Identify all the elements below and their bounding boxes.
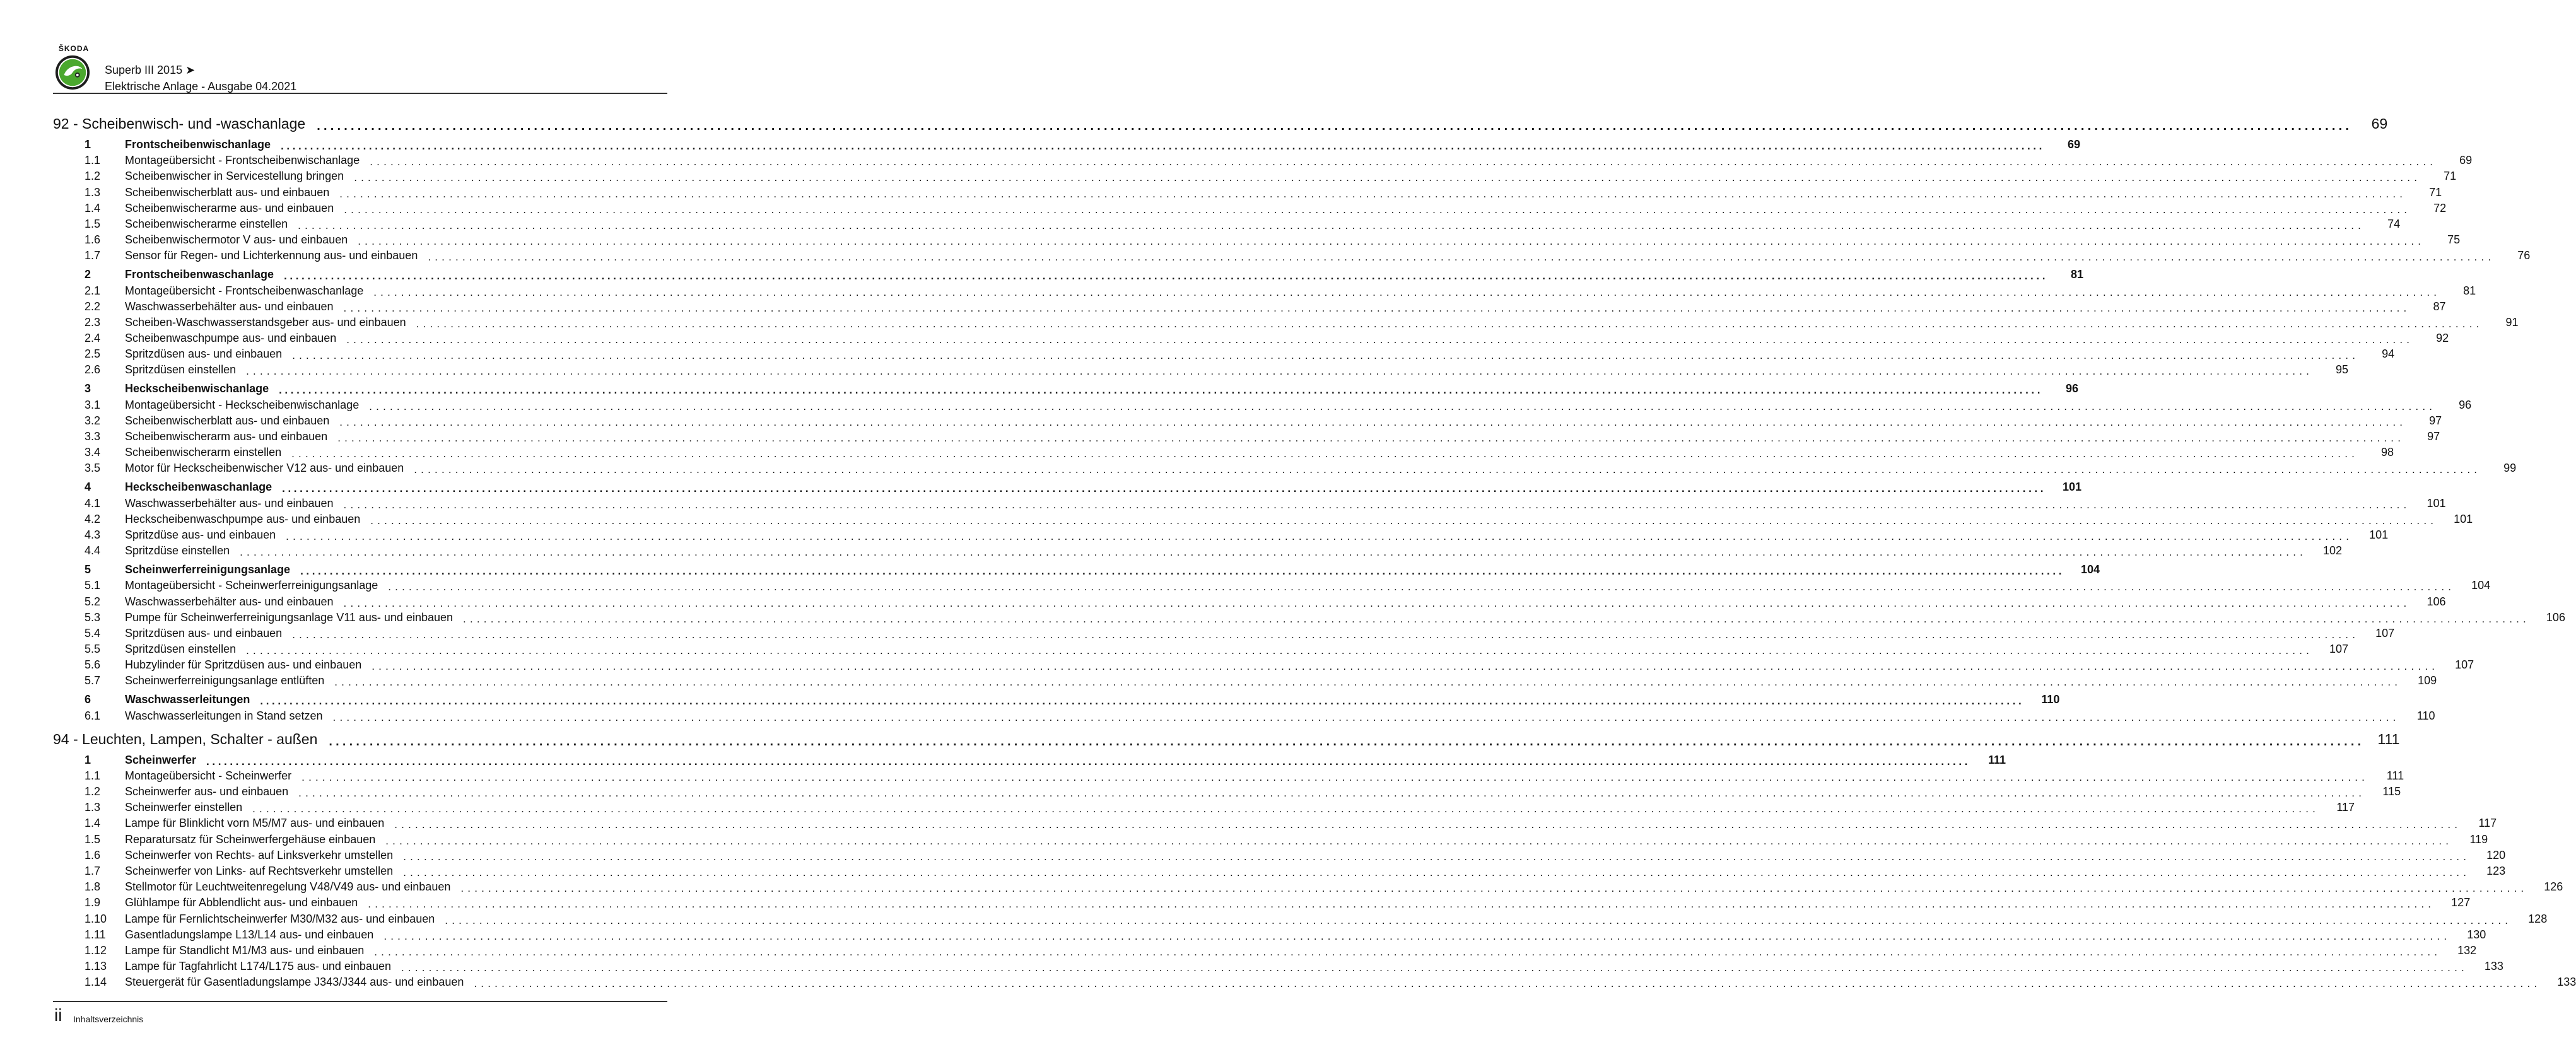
toc-entry-page: 101 <box>2454 512 2473 525</box>
toc-entry-title: Spritzdüse aus- und einbauen <box>125 528 276 541</box>
dot-leader: ............................................................................................................................................................................................................................................................................................................ <box>445 914 2512 926</box>
toc-entry[interactable] <box>53 909 2548 926</box>
toc-entry-title: Frontscheibenwaschanlage <box>125 268 274 281</box>
toc-entry[interactable] <box>53 592 2446 609</box>
toc-entry-title: Reparatursatz für Scheinwerfergehäuse einbauen <box>125 832 376 846</box>
dot-leader: ............................................................................................................................................................................................................................................................................................................ <box>344 203 2411 216</box>
toc-entry-number: 1.6 <box>85 233 101 247</box>
toc-entry-page: 94 <box>2382 347 2395 361</box>
toc-entry-number: 4.1 <box>85 496 101 510</box>
dot-leader: ............................................................................................................................................................................................................................................................................................................ <box>291 448 2359 460</box>
dot-leader: ............................................................................................................................................................................................................................................................................................................ <box>354 172 2421 184</box>
toc-entry[interactable] <box>53 298 2446 314</box>
toc-entry-title: Scheibenwischerarm aus- und einbauen <box>125 430 328 443</box>
toc-entry[interactable] <box>53 215 2401 231</box>
toc-entry-title: Scheibenwischerarme aus- und einbauen <box>125 201 334 214</box>
toc-entry-title: Heckscheibenwaschanlage <box>125 481 272 494</box>
dot-leader: ............................................................................................................................................................................................................................................................................................................ <box>246 645 2314 657</box>
toc-entry-title: Scheibenwischerblatt aus- und einbauen <box>125 414 330 427</box>
toc-section-heading[interactable] <box>53 380 2079 397</box>
toc-entry-title: Scheinwerferreinigungsanlage <box>125 563 291 576</box>
toc-entry-page: 110 <box>2416 709 2435 722</box>
document-title <box>105 62 296 95</box>
dot-leader: ............................................................................................................................................................................................................................................................................................................ <box>282 482 2047 495</box>
toc-chapter-title: 94 - Leuchten, Lampen, Schalter - außen <box>53 730 318 747</box>
toc-entry[interactable] <box>53 361 2349 378</box>
toc-entry[interactable] <box>53 345 2395 362</box>
toc-entry-title: Scheibenwaschpumpe aus- und einbauen <box>125 332 337 345</box>
toc-entry-page: 111 <box>2386 769 2404 782</box>
toc-entry-number: 5.1 <box>85 579 101 592</box>
toc-entry-page: 97 <box>2429 414 2442 427</box>
toc-section-heading[interactable] <box>53 751 2006 767</box>
dot-leader: ............................................................................................................................................................................................................................................................................................................ <box>369 400 2437 412</box>
toc-entry-title: Motor für Heckscheibenwischer V12 aus- und einbauen <box>125 462 404 475</box>
dot-leader: ............................................................................................................................................................................................................................................................................................................ <box>343 498 2411 511</box>
toc-entry-title: Spritzdüsen aus- und einbauen <box>125 626 283 639</box>
toc-entry-page: 119 <box>2469 832 2488 846</box>
dot-leader: ............................................................................................................................................................................................................................................................................................................ <box>302 771 2369 783</box>
toc-entry-page: 133 <box>2484 960 2503 973</box>
toc-entry-number: 1.10 <box>85 912 107 925</box>
toc-entry[interactable] <box>53 878 2563 895</box>
toc-entry[interactable] <box>53 767 2404 783</box>
toc-entry-page: 99 <box>2503 462 2517 475</box>
toc-section-heading[interactable] <box>53 691 2060 708</box>
toc-entry-page: 101 <box>2427 496 2446 510</box>
toc-entry-number: 4 <box>85 481 91 494</box>
toc-chapter[interactable] <box>53 730 2400 749</box>
toc-entry-number: 5.5 <box>85 643 101 656</box>
toc-entry-title: Sensor für Regen- und Lichterkennung aus- und einbauen <box>125 249 418 262</box>
dot-leader: ............................................................................................................................................................................................................................................................................................................ <box>343 301 2411 314</box>
toc-entry-page: 71 <box>2444 170 2457 183</box>
toc-entry-page: 106 <box>2427 595 2446 608</box>
toc-entry-title: Heckscheibenwischanlage <box>125 382 269 395</box>
dot-leader: ............................................................................................................................................................................................................................................................................................................ <box>281 140 2046 152</box>
toc-entry[interactable] <box>53 672 2437 689</box>
toc-entry-page: 74 <box>2387 217 2401 230</box>
toc-entry-number: 1.4 <box>85 817 101 830</box>
toc-entry-title: Scheiben-Waschwasserstandsgeber aus- und einbauen <box>125 315 406 329</box>
toc-entry-title: Scheinwerfer aus- und einbauen <box>125 785 289 798</box>
toc-chapter-page: 69 <box>2371 115 2388 132</box>
dot-leader: ............................................................................................................................................................................................................................................................................................................ <box>292 628 2360 641</box>
skoda-logo-icon <box>54 54 91 91</box>
toc-entry-title: Scheibenwischer in Servicestellung bringen <box>125 170 344 183</box>
toc-entry[interactable] <box>53 706 2435 723</box>
toc-entry-title: Lampe für Tagfahrlicht L174/L175 aus- und einbauen <box>125 960 391 973</box>
toc-entry-page: 109 <box>2418 674 2437 687</box>
toc-entry-title: Montageübersicht - Scheinwerfer <box>125 769 292 782</box>
toc-entry-page: 76 <box>2517 249 2531 262</box>
toc-entry[interactable] <box>53 183 2442 200</box>
toc-entry-number: 3.2 <box>85 414 101 427</box>
toc-entry-number: 2.2 <box>85 300 101 313</box>
toc-entry[interactable] <box>53 428 2440 444</box>
dot-leader: ............................................................................................................................................................................................................................................................................................................ <box>388 581 2456 593</box>
toc-entry-number: 3.4 <box>85 446 101 459</box>
toc-entry-title: Waschwasserleitungen in Stand setzen <box>125 709 323 722</box>
toc-entry-title: Montageübersicht - Scheinwerferreinigungsanlage <box>125 579 378 592</box>
toc-entry-title: Spritzdüsen aus- und einbauen <box>125 347 283 361</box>
dot-leader: ............................................................................................................................................................................................................................................................................................................ <box>346 334 2414 346</box>
dot-leader: ............................................................................................................................................................................................................................................................................................................ <box>374 945 2442 958</box>
toc-section-heading[interactable] <box>53 266 2084 283</box>
toc-entry-title: Waschwasserbehälter aus- und einbauen <box>125 300 334 313</box>
toc-entry-page: 111 <box>1988 753 2006 766</box>
dot-leader: ............................................................................................................................................................................................................................................................................................................ <box>416 317 2483 330</box>
toc-entry-number: 1.11 <box>85 928 106 941</box>
toc-entry-number: 1.2 <box>85 785 101 798</box>
dot-leader: ............................................................................................................................................................................................................................................................................................................ <box>428 251 2495 264</box>
dot-leader: ............................................................................................................................................................................................................................................................................................................ <box>460 882 2528 895</box>
toc-entry-number: 3.5 <box>85 462 101 475</box>
toc-entry-number: 5.4 <box>85 626 101 639</box>
dot-leader: ............................................................................................................................................................................................................................................................................................................ <box>246 365 2314 378</box>
toc-entry[interactable] <box>53 412 2442 428</box>
toc-entry[interactable] <box>53 830 2488 847</box>
toc-entry-page: 97 <box>2427 430 2440 443</box>
toc-entry[interactable] <box>53 957 2503 974</box>
toc-entry[interactable] <box>53 167 2457 184</box>
toc-entry[interactable] <box>53 942 2477 958</box>
toc-entry[interactable] <box>53 783 2401 799</box>
toc-entry-page: 107 <box>2329 643 2349 656</box>
toc-entry-page: 95 <box>2336 363 2349 376</box>
dot-leader: ............................................................................................................................................................................................................................................................................................................ <box>317 119 2353 133</box>
toc-entry-page: 98 <box>2381 446 2394 459</box>
toc-entry-title: Lampe für Blinklicht vorn M5/M7 aus- und einbauen <box>125 817 385 830</box>
toc-entry-title: Lampe für Fernlichtscheinwerfer M30/M32 aus- und einbauen <box>125 912 435 925</box>
toc-entry[interactable] <box>53 656 2474 673</box>
table-of-contents <box>53 115 2576 990</box>
toc-entry[interactable] <box>53 247 2531 264</box>
brand-wordmark: ŠKODA <box>58 44 90 53</box>
toc-entry[interactable] <box>53 494 2446 511</box>
toc-entry-page: 127 <box>2451 896 2471 909</box>
toc-entry-number: 1.8 <box>85 880 101 894</box>
toc-entry-number: 1 <box>85 753 91 766</box>
toc-entry-title: Scheinwerfer <box>125 753 197 766</box>
toc-entry-number: 1.1 <box>85 769 101 782</box>
toc-section-heading[interactable] <box>53 561 2100 578</box>
toc-entry-page: 102 <box>2323 544 2343 557</box>
toc-entry-number: 1.5 <box>85 832 101 846</box>
toc-entry-page: 132 <box>2457 943 2477 957</box>
toc-entry[interactable] <box>53 640 2349 657</box>
document-model: Superb III 2015 ➤ <box>105 64 196 76</box>
document-edition: Elektrische Anlage - Ausgabe 04.2021 <box>105 80 297 93</box>
toc-entry-number: 6 <box>85 693 91 706</box>
toc-entry-page: 101 <box>2369 528 2389 541</box>
toc-entry-number: 1.2 <box>85 170 101 183</box>
toc-entry-number: 1 <box>85 138 91 151</box>
dot-leader: ............................................................................................................................................................................................................................................................................................................ <box>334 676 2402 689</box>
toc-entry-page: 130 <box>2467 928 2486 941</box>
header-divider <box>53 93 667 94</box>
toc-entry-title: Steuergerät für Gasentladungslampe J343/J344 aus- und einbauen <box>125 976 464 989</box>
toc-entry[interactable] <box>53 798 2355 815</box>
toc-entry-title: Spritzdüse einstellen <box>125 544 230 557</box>
toc-entry-title: Montageübersicht - Frontscheibenwischanlage <box>125 154 360 167</box>
dot-leader: ............................................................................................................................................................................................................................................................................................................ <box>370 156 2437 168</box>
toc-entry-number: 1.5 <box>85 217 101 230</box>
toc-entry-page: 101 <box>2063 481 2082 494</box>
toc-entry-number: 1.7 <box>85 249 101 262</box>
toc-entry-number: 5 <box>85 563 91 576</box>
toc-entry-page: 123 <box>2486 864 2506 877</box>
toc-entry-page: 91 <box>2505 315 2519 329</box>
toc-entry-page: 92 <box>2436 332 2449 345</box>
toc-entry-number: 2.3 <box>85 315 101 329</box>
dot-leader: ............................................................................................................................................................................................................................................................................................................ <box>206 755 1970 767</box>
toc-entry-title: Scheinwerfer von Rechts- auf Linksverkehr umstellen <box>125 848 394 861</box>
toc-entry-page: 106 <box>2546 610 2565 624</box>
toc-entry-number: 1.3 <box>85 801 101 814</box>
toc-entry-page: 96 <box>2459 398 2472 411</box>
toc-entry[interactable] <box>53 510 2473 527</box>
toc-entry-page: 120 <box>2486 848 2506 861</box>
toc-entry-title: Scheinwerferreinigungsanlage entlüften <box>125 674 325 687</box>
toc-entry[interactable] <box>53 894 2471 911</box>
toc-chapter-title: 92 - Scheibenwisch- und -waschanlage <box>53 115 306 132</box>
dot-leader: ............................................................................................................................................................................................................................................................................................................ <box>414 464 2481 476</box>
toc-entry-number: 2.4 <box>85 332 101 345</box>
toc-entry-page: 87 <box>2433 300 2446 313</box>
toc-entry-page: 117 <box>2478 817 2497 830</box>
dot-leader: ............................................................................................................................................................................................................................................................................................................ <box>343 597 2411 609</box>
dot-leader: ............................................................................................................................................................................................................................................................................................................ <box>474 977 2541 990</box>
dot-leader: ............................................................................................................................................................................................................................................................................................................ <box>329 734 2365 749</box>
toc-entry-number: 1.13 <box>85 960 107 973</box>
toc-entry[interactable] <box>53 459 2517 476</box>
toc-entry-number: 1.14 <box>85 976 107 989</box>
toc-section-heading[interactable] <box>53 478 2082 495</box>
toc-entry-number: 3.3 <box>85 430 101 443</box>
toc-entry-number: 5.7 <box>85 674 101 687</box>
dot-leader: ............................................................................................................................................................................................................................................................................................................ <box>370 514 2438 527</box>
toc-entry[interactable] <box>53 443 2394 460</box>
toc-entry-page: 107 <box>2375 626 2395 639</box>
toc-entry-title: Scheibenwischerblatt aus- und einbauen <box>125 185 330 199</box>
toc-entry-title: Pumpe für Scheinwerferreinigungsanlage V11 aus- und einbauen <box>125 610 454 624</box>
toc-entry-title: Gasentladungslampe L13/L14 aus- und einbauen <box>125 928 374 941</box>
dot-leader: ............................................................................................................................................................................................................................................................................................................ <box>372 660 2439 673</box>
dot-leader: ............................................................................................................................................................................................................................................................................................................ <box>332 711 2400 723</box>
toc-entry-title: Scheibenwischerarm einstellen <box>125 446 282 459</box>
toc-entry-number: 4.3 <box>85 528 101 541</box>
toc-entry-page: 133 <box>2557 976 2576 989</box>
toc-entry-page: 117 <box>2336 801 2355 814</box>
toc-entry[interactable] <box>53 926 2486 942</box>
dot-leader: ............................................................................................................................................................................................................................................................................................................ <box>368 898 2435 911</box>
toc-entry-title: Stellmotor für Leuchtweitenregelung V48/V49 aus- und einbauen <box>125 880 451 894</box>
toc-entry-title: Glühlampe für Abblendlicht aus- und einbauen <box>125 896 358 909</box>
toc-entry-page: 115 <box>2382 785 2401 798</box>
dot-leader: ............................................................................................................................................................................................................................................................................................................ <box>463 612 2530 625</box>
toc-entry-number: 1.1 <box>85 154 101 167</box>
toc-entry-number: 2.5 <box>85 347 101 361</box>
footer-divider <box>53 1001 667 1002</box>
toc-entry-title: Spritzdüsen einstellen <box>125 643 237 656</box>
toc-entry[interactable] <box>53 973 2576 990</box>
toc-entry-number: 1.6 <box>85 848 101 861</box>
toc-entry-number: 5.3 <box>85 610 101 624</box>
toc-entry[interactable] <box>53 526 2389 542</box>
toc-entry[interactable] <box>53 846 2506 863</box>
toc-entry-number: 4.4 <box>85 544 101 557</box>
dot-leader: ............................................................................................................................................................................................................................................................................................................ <box>403 850 2471 863</box>
footer-label: Inhaltsverzeichnis <box>73 1014 144 1024</box>
dot-leader: ............................................................................................................................................................................................................................................................................................................ <box>339 187 2407 200</box>
toc-entry-number: 3 <box>85 382 91 395</box>
toc-entry-title: Scheibenwischerarme einstellen <box>125 217 288 230</box>
toc-entry[interactable] <box>53 329 2449 346</box>
toc-entry-number: 1.3 <box>85 185 101 199</box>
toc-entry[interactable] <box>53 313 2519 330</box>
toc-entry-number: 2 <box>85 268 91 281</box>
toc-entry-page: 72 <box>2433 201 2447 214</box>
dot-leader: ............................................................................................................................................................................................................................................................................................................ <box>339 416 2407 428</box>
toc-entry-number: 2.6 <box>85 363 101 376</box>
toc-entry-number: 1.7 <box>85 864 101 877</box>
toc-entry-number: 3.1 <box>85 398 101 411</box>
toc-entry-page: 104 <box>2471 579 2491 592</box>
dot-leader: ............................................................................................................................................................................................................................................................................................................ <box>403 866 2471 878</box>
dot-leader: ............................................................................................................................................................................................................................................................................................................ <box>383 930 2451 942</box>
dot-leader: ............................................................................................................................................................................................................................................................................................................ <box>300 565 2065 578</box>
toc-entry[interactable] <box>53 576 2491 593</box>
toc-entry[interactable] <box>53 281 2476 298</box>
dot-leader: ............................................................................................................................................................................................................................................................................................................ <box>401 962 2468 974</box>
dot-leader: ............................................................................................................................................................................................................................................................................................................ <box>286 530 2353 542</box>
toc-entry-page: 110 <box>2041 693 2060 706</box>
toc-entry[interactable] <box>53 231 2461 248</box>
toc-entry[interactable] <box>53 624 2395 641</box>
toc-entry-title: Montageübersicht - Heckscheibenwischanlage <box>125 398 360 411</box>
dot-leader: ............................................................................................................................................................................................................................................................................................................ <box>240 546 2307 559</box>
toc-entry-number: 1.12 <box>85 943 107 957</box>
dot-leader: ............................................................................................................................................................................................................................................................................................................ <box>279 384 2044 397</box>
toc-entry-title: Waschwasserleitungen <box>125 693 250 706</box>
toc-chapter-page: 111 <box>2377 730 2400 747</box>
toc-entry-title: Lampe für Standlicht M1/M3 aus- und einbauen <box>125 943 365 957</box>
toc-entry-number: 4.2 <box>85 512 101 525</box>
dot-leader: ............................................................................................................................................................................................................................................................................................................ <box>298 219 2365 231</box>
toc-entry-page: 126 <box>2544 880 2563 894</box>
toc-entry-title: Frontscheibenwischanlage <box>125 138 271 151</box>
dot-leader: ............................................................................................................................................................................................................................................................................................................ <box>292 349 2360 362</box>
toc-entry[interactable] <box>53 395 2472 412</box>
toc-entry-page: 128 <box>2528 912 2548 925</box>
toc-entry-title: Heckscheibenwaschpumpe aus- und einbauen <box>125 512 361 525</box>
dot-leader: ............................................................................................................................................................................................................................................................................................................ <box>358 235 2425 248</box>
toc-entry-title: Waschwasserbehälter aus- und einbauen <box>125 595 334 608</box>
toc-chapter[interactable] <box>53 115 2388 133</box>
toc-entry-page: 107 <box>2455 658 2474 672</box>
toc-entry-page: 96 <box>2066 382 2079 395</box>
toc-entry-page: 81 <box>2071 268 2084 281</box>
toc-entry[interactable] <box>53 542 2343 559</box>
toc-entry-page: 81 <box>2463 284 2476 297</box>
page-number: ii <box>54 1005 62 1025</box>
toc-entry[interactable] <box>53 609 2565 625</box>
toc-entry-number: 2.1 <box>85 284 101 297</box>
toc-entry-number: 6.1 <box>85 709 101 722</box>
dot-leader: ............................................................................................................................................................................................................................................................................................................ <box>260 695 2025 708</box>
toc-section-heading[interactable] <box>53 136 2081 152</box>
toc-entry-title: Spritzdüsen einstellen <box>125 363 237 376</box>
toc-entry-title: Hubzylinder für Spritzdüsen aus- und einbauen <box>125 658 362 672</box>
dot-leader: ............................................................................................................................................................................................................................................................................................................ <box>252 803 2320 815</box>
toc-entry-title: Scheinwerfer einstellen <box>125 801 243 814</box>
toc-entry-page: 104 <box>2080 563 2100 576</box>
toc-entry-title: Scheibenwischermotor V aus- und einbauen <box>125 233 348 247</box>
dot-leader: ............................................................................................................................................................................................................................................................................................................ <box>284 270 2049 283</box>
dot-leader: ............................................................................................................................................................................................................................................................................................................ <box>385 834 2453 847</box>
toc-entry-number: 1.4 <box>85 201 101 214</box>
toc-entry[interactable] <box>53 199 2447 216</box>
dot-leader: ............................................................................................................................................................................................................................................................................................................ <box>337 432 2405 444</box>
toc-entry-page: 71 <box>2429 185 2442 199</box>
dot-leader: ............................................................................................................................................................................................................................................................................................................ <box>298 787 2366 799</box>
toc-entry-page: 69 <box>2067 138 2081 151</box>
toc-entry-page: 69 <box>2459 154 2473 167</box>
toc-entry-title: Waschwasserbehälter aus- und einbauen <box>125 496 334 510</box>
toc-entry-number: 5.6 <box>85 658 101 672</box>
toc-entry-page: 75 <box>2447 233 2461 247</box>
toc-entry[interactable] <box>53 814 2497 831</box>
toc-entry[interactable] <box>53 862 2506 878</box>
toc-entry-title: Montageübersicht - Frontscheibenwaschanlage <box>125 284 364 297</box>
toc-entry[interactable] <box>53 151 2473 168</box>
toc-entry-title: Scheinwerfer von Links- auf Rechtsverkehr umstellen <box>125 864 394 877</box>
toc-entry-number: 5.2 <box>85 595 101 608</box>
dot-leader: ............................................................................................................................................................................................................................................................................................................ <box>373 286 2441 298</box>
dot-leader: ............................................................................................................................................................................................................................................................................................................ <box>394 819 2462 831</box>
toc-entry-number: 1.9 <box>85 896 101 909</box>
